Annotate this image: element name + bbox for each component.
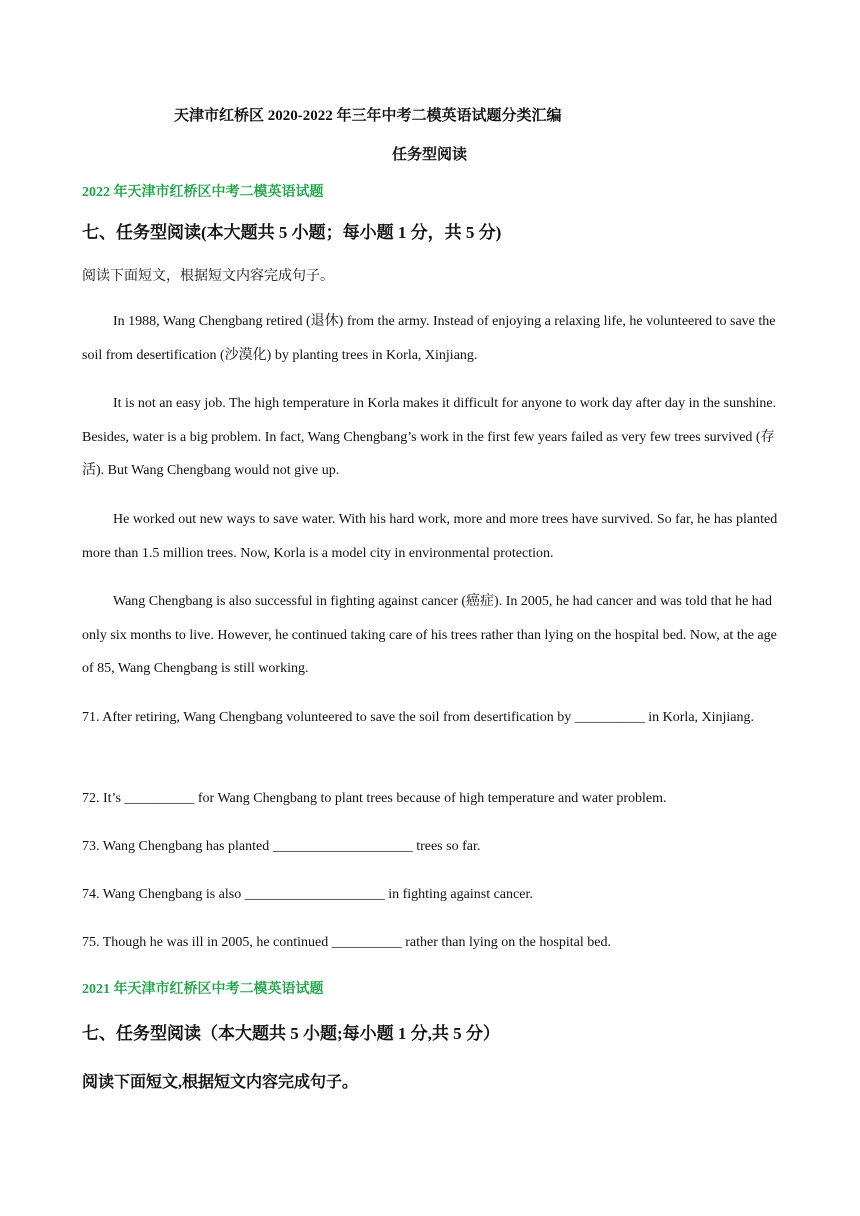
document-title: 天津市红桥区 2020-2022 年三年中考二模英语试题分类汇编 [174,108,562,124]
section-heading-2022: 七、任务型阅读(本大题共 5 小题；每小题 1 分，共 5 分) [82,223,502,242]
question-74: 74. Wang Chengbang is also ____________________ in fighting against cancer. [82,887,533,902]
section-heading-2021: 七、任务型阅读（本大题共 5 小题;每小题 1 分,共 5 分） [82,1024,500,1043]
question-71: 71. After retiring, Wang Chengbang volunteered to save the soil from desertification by __________ in Korla, Xinjiang. [82,710,755,725]
passage-paragraph-2: It is not an easy job. The high temperature in Korla makes it difficult for anyone to work day after day in the sunshine. Besides, water is a big problem. In fact, Wang Chengbang’s work in the first few years failed as very few trees survived (存活). But Wang Chengbang would not give up. [82,396,777,478]
passage-paragraph-1: In 1988, Wang Chengbang retired (退休) from the army. Instead of enjoying a relaxing life, he volunteered to save the soil from desertification (沙漠化) by planting trees in Korla, Xinjiang. [82,314,776,363]
passage-paragraph-3: He worked out new ways to save water. With his hard work, more and more trees have survived. So far, he has planted more than 1.5 million trees. Now, Korla is a model city in environmental protection. [82,512,778,561]
passage-paragraph-4: Wang Chengbang is also successful in fighting against cancer (癌症). In 2005, he had cancer and was told that he had only six months to live. However, he continued taking care of his trees rather than lying on the hospital bed. Now, at the age of 85, Wang Chengbang is still working. [82,594,777,676]
question-72: 72. It’s __________ for Wang Chengbang to plant trees because of high temperature and water problem. [82,791,667,806]
instruction-2021: 阅读下面短文,根据短文内容完成句子。 [82,1074,359,1091]
document-subtitle: 任务型阅读 [392,147,468,163]
question-75: 75. Though he was ill in 2005, he continued __________ rather than lying on the hospital bed. [82,935,611,950]
question-73: 73. Wang Chengbang has planted ____________________ trees so far. [82,839,481,854]
instruction-2022: 阅读下面短文，根据短文内容完成句子。 [82,269,334,284]
year-heading-2022: 2022 年天津市红桥区中考二模英语试题 [82,185,324,200]
year-heading-2021: 2021 年天津市红桥区中考二模英语试题 [82,982,324,997]
